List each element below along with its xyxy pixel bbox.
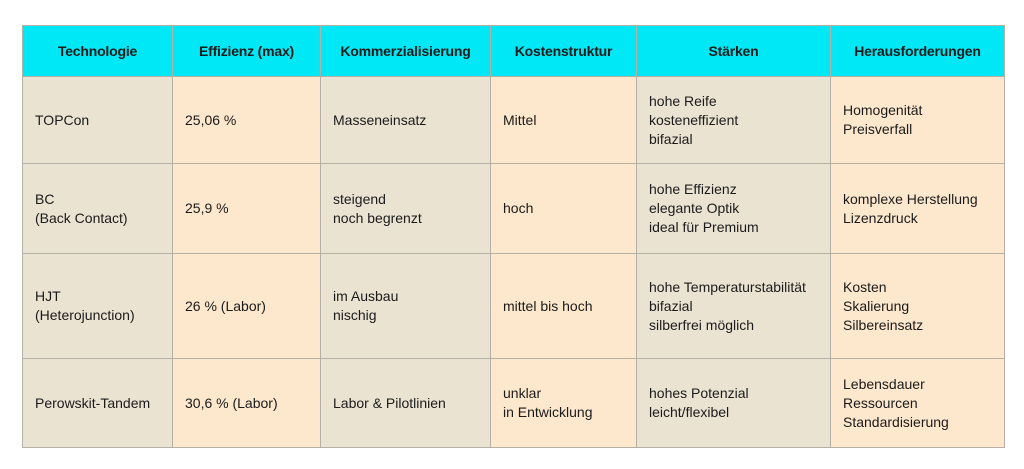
header-effizienz: Effizienz (max)	[173, 26, 321, 77]
cell-kommerzialisierung: im Ausbau nischig	[321, 254, 491, 359]
header-technologie: Technologie	[23, 26, 173, 77]
header-kostenstruktur: Kostenstruktur	[491, 26, 637, 77]
cell-kostenstruktur: unklar in Entwicklung	[491, 359, 637, 448]
cell-effizienz: 26 % (Labor)	[173, 254, 321, 359]
comparison-table	[22, 25, 1005, 448]
cell-technologie: HJT (Heterojunction)	[23, 254, 173, 359]
cell-herausforderungen: Homogenität Preisverfall	[831, 77, 1005, 164]
table-row	[23, 254, 1005, 359]
header-kommerzialisierung: Kommerzialisierung	[321, 26, 491, 77]
cell-effizienz: 25,9 %	[173, 164, 321, 254]
cell-staerken: hohe Reife kosteneffizient bifazial	[637, 77, 831, 164]
header-herausforderungen: Herausforderungen	[831, 26, 1005, 77]
table-row	[23, 164, 1005, 254]
table-row	[23, 359, 1005, 448]
cell-staerken: hohes Potenzial leicht/flexibel	[637, 359, 831, 448]
cell-kostenstruktur: hoch	[491, 164, 637, 254]
cell-kommerzialisierung: steigend noch begrenzt	[321, 164, 491, 254]
table-row	[23, 77, 1005, 164]
cell-kommerzialisierung: Labor & Pilotlinien	[321, 359, 491, 448]
cell-effizienz: 25,06 %	[173, 77, 321, 164]
cell-herausforderungen: Lebensdauer Ressourcen Standardisierung	[831, 359, 1005, 448]
cell-herausforderungen: komplexe Herstellung Lizenzdruck	[831, 164, 1005, 254]
cell-kostenstruktur: mittel bis hoch	[491, 254, 637, 359]
header-staerken: Stärken	[637, 26, 831, 77]
cell-staerken: hohe Temperaturstabilität bifazial silberfrei möglich	[637, 254, 831, 359]
cell-herausforderungen: Kosten Skalierung Silbereinsatz	[831, 254, 1005, 359]
cell-kommerzialisierung: Masseneinsatz	[321, 77, 491, 164]
cell-kostenstruktur: Mittel	[491, 77, 637, 164]
cell-effizienz: 30,6 % (Labor)	[173, 359, 321, 448]
cell-technologie: BC (Back Contact)	[23, 164, 173, 254]
cell-staerken: hohe Effizienz elegante Optik ideal für Premium	[637, 164, 831, 254]
header-row	[23, 26, 1005, 77]
cell-technologie: Perowskit-Tandem	[23, 359, 173, 448]
cell-technologie: TOPCon	[23, 77, 173, 164]
